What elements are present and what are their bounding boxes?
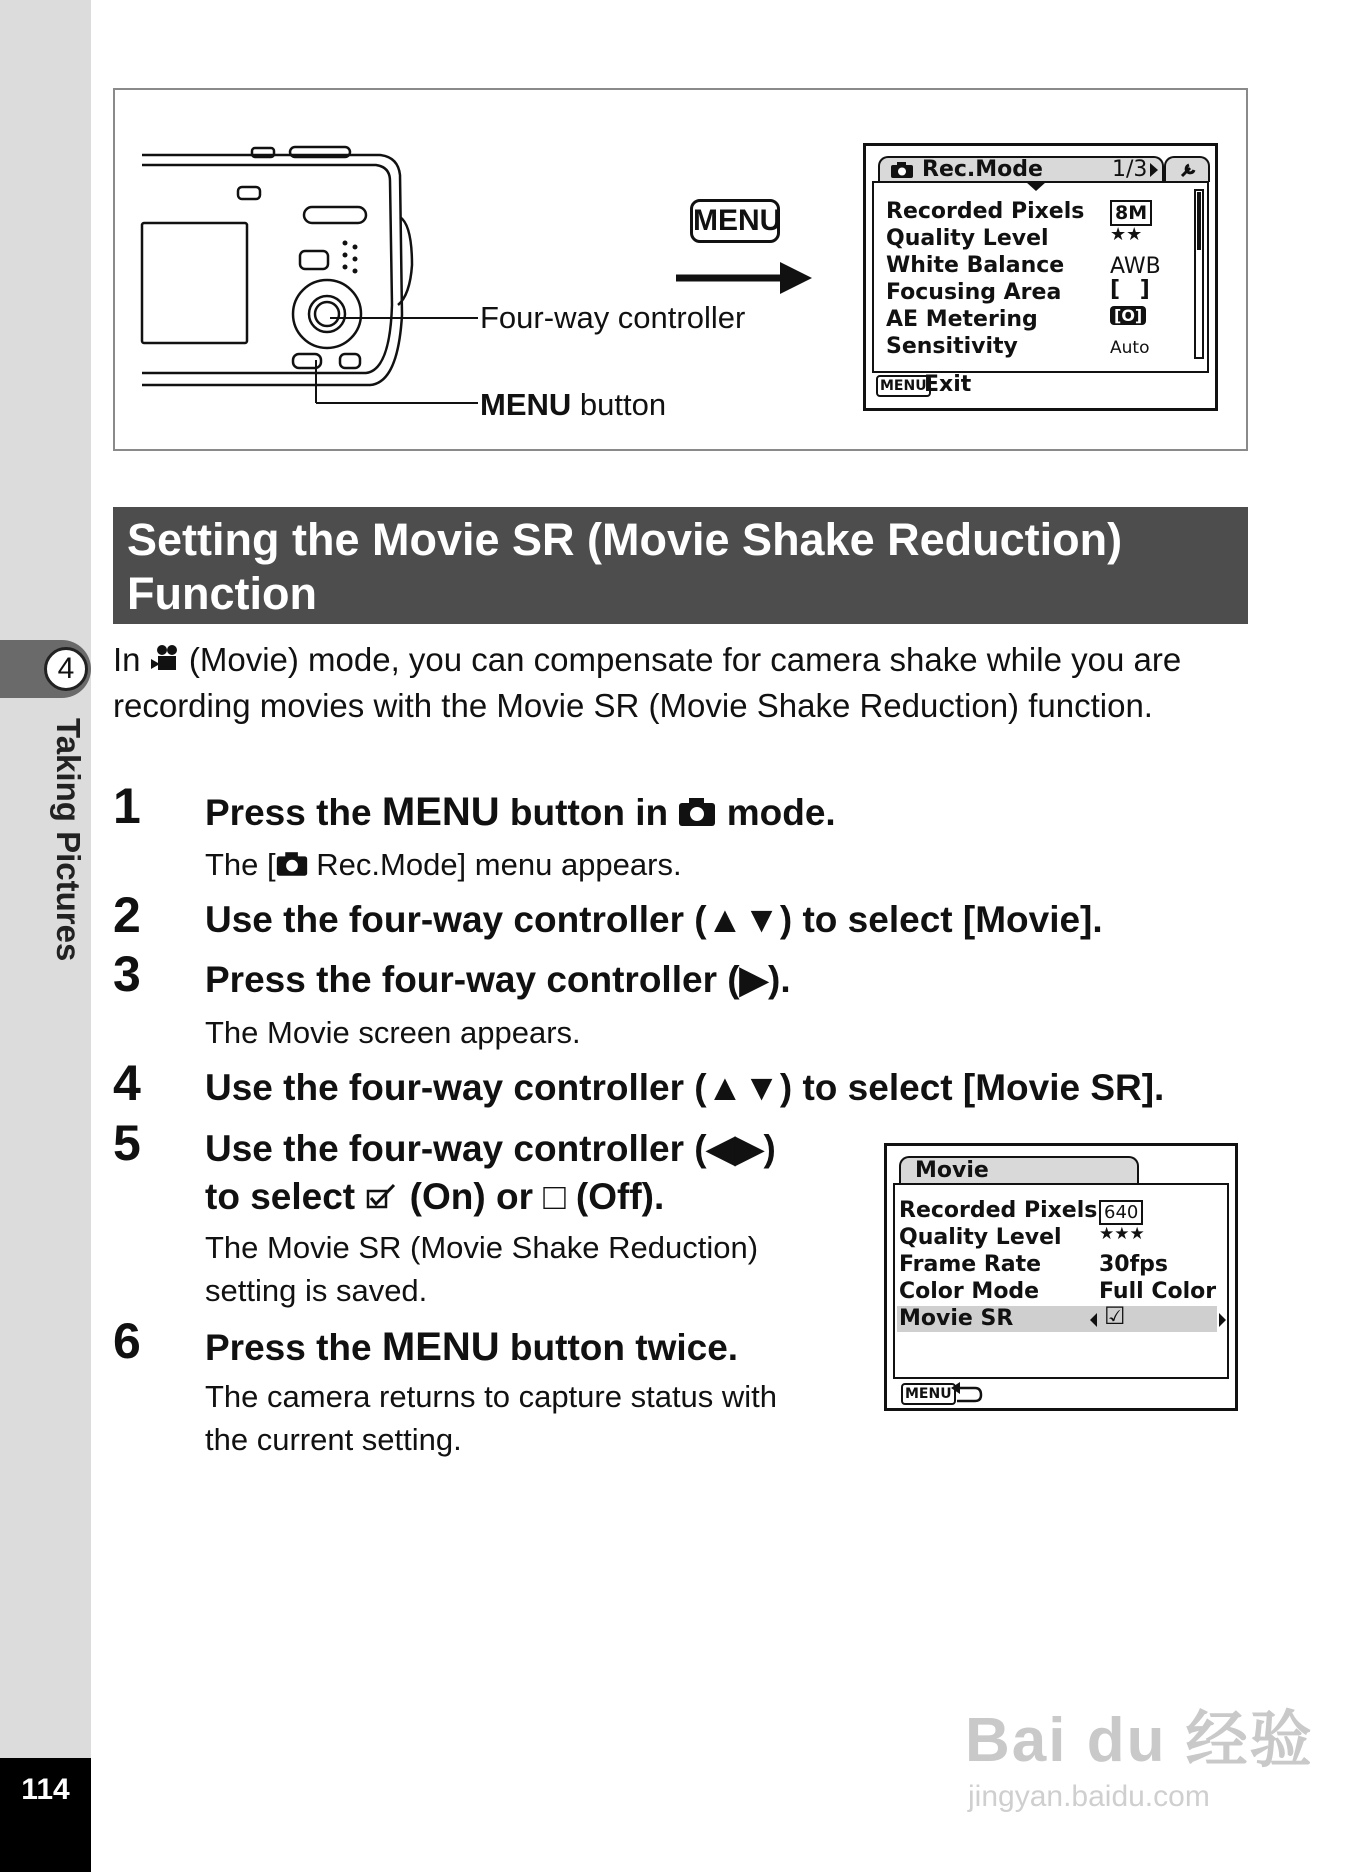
setup-tab — [1164, 156, 1210, 182]
checkbox-empty-icon: □ — [543, 1176, 566, 1217]
value-focusing-area: [ ] — [1110, 277, 1156, 302]
exit-label: Exit — [924, 372, 972, 397]
value-quality-level: ★★ — [1110, 224, 1143, 245]
row-focusing-area: Focusing Area — [886, 280, 1062, 305]
step-5-desc-line1: The Movie SR (Movie Shake Reduction) — [205, 1230, 759, 1265]
row-movie-sr: Movie SR — [899, 1306, 1014, 1331]
rec-mode-tab — [878, 156, 1164, 182]
wrench-icon — [1179, 161, 1199, 183]
movie-tab-title: Movie — [915, 1158, 989, 1183]
menu-key-icon: MENU — [901, 1383, 956, 1405]
camera-icon — [890, 161, 914, 183]
menu-key-icon: MENU — [876, 375, 931, 397]
row-recorded-pixels: Recorded Pixels — [899, 1198, 1098, 1223]
row-color-mode: Color Mode — [899, 1279, 1040, 1304]
row-frame-rate: Frame Rate — [899, 1252, 1042, 1277]
step-1-desc: The [ Rec.Mode] menu appears. — [205, 843, 682, 888]
row-white-balance: White Balance — [886, 253, 1065, 278]
step-4-number: 4 — [113, 1055, 141, 1111]
step-1-title: Press the MENU button in mode. — [205, 790, 836, 836]
row-sensitivity: Sensitivity — [886, 334, 1018, 359]
return-arrow-icon — [949, 1382, 983, 1408]
row-ae-metering: AE Metering — [886, 307, 1038, 332]
step-3-number: 3 — [113, 946, 141, 1002]
triangle-right-icon — [1150, 163, 1158, 177]
camera-icon — [276, 845, 308, 888]
value-frame-rate: 30fps — [1099, 1252, 1169, 1277]
camera-icon — [678, 794, 716, 836]
movie-tab — [899, 1156, 1139, 1184]
triangle-right-icon — [1219, 1313, 1226, 1327]
value-color-mode: Full Color — [1099, 1279, 1217, 1304]
step-6-desc-line2: the current setting. — [205, 1422, 462, 1457]
rec-mode-screen — [863, 143, 1218, 411]
value-white-balance: AWB — [1110, 254, 1161, 279]
value-recorded-pixels: 8M — [1110, 200, 1152, 226]
menu-button-callout: MENU button — [480, 387, 667, 422]
value-quality-level: ★★★ — [1099, 1224, 1145, 1244]
step-6-number: 6 — [113, 1313, 141, 1369]
step-2-title: Use the four-way controller (▲▼) to select [Movie]. — [205, 899, 1103, 940]
value-movie-sr: ☑ — [1104, 1302, 1126, 1330]
section-heading: Setting the Movie SR (Movie Shake Reduction) Function — [113, 507, 1248, 624]
value-ae-metering: [O] — [1110, 306, 1146, 325]
intro-paragraph: In (Movie) mode, you can compensate for camera shake while you are recording movies with the Movie SR (Movie Shake Reduction) function. — [113, 641, 1182, 725]
step-1-number: 1 — [113, 778, 141, 834]
row-quality-level: Quality Level — [899, 1225, 1062, 1250]
step-6-title: Press the MENU button twice. — [205, 1325, 739, 1369]
step-5-desc-line2: setting is saved. — [205, 1273, 428, 1308]
step-5-number: 5 — [113, 1115, 141, 1171]
rec-mode-title: Rec.Mode — [922, 157, 1043, 182]
row-quality-level: Quality Level — [886, 226, 1049, 251]
watermark-url: jingyan.baidu.com — [968, 1780, 1210, 1813]
watermark-logo: Bai du 经验 — [965, 1706, 1314, 1775]
page-number: 114 — [21, 1773, 70, 1806]
triangle-left-icon — [1090, 1313, 1097, 1327]
movie-menu-screen — [884, 1143, 1238, 1411]
row-recorded-pixels: Recorded Pixels — [886, 199, 1085, 224]
checkbox-checked-icon — [365, 1178, 399, 1220]
step-3-title: Press the four-way controller (▶). — [205, 959, 791, 1000]
step-4-title: Use the four-way controller (▲▼) to select [Movie SR]. — [205, 1067, 1165, 1108]
value-recorded-pixels: 640 — [1099, 1200, 1143, 1225]
step-5-title-line2: to select (On) or □ (Off). — [205, 1176, 664, 1220]
chapter-number: 4 — [44, 647, 88, 691]
value-sensitivity: Auto — [1110, 338, 1150, 358]
chapter-label: Taking Pictures — [50, 718, 87, 962]
four-way-controller-callout: Four-way controller — [480, 300, 746, 335]
menu-key-icon: MENU — [690, 199, 780, 243]
page-indicator: 1/3 — [1112, 157, 1148, 182]
step-5-title-line1: Use the four-way controller (◀▶) — [205, 1128, 776, 1169]
movie-icon — [150, 640, 180, 684]
scrollbar — [1194, 189, 1204, 359]
step-3-desc: The Movie screen appears. — [205, 1015, 581, 1050]
step-2-number: 2 — [113, 887, 141, 943]
step-6-desc-line1: The camera returns to capture status with — [205, 1379, 778, 1414]
